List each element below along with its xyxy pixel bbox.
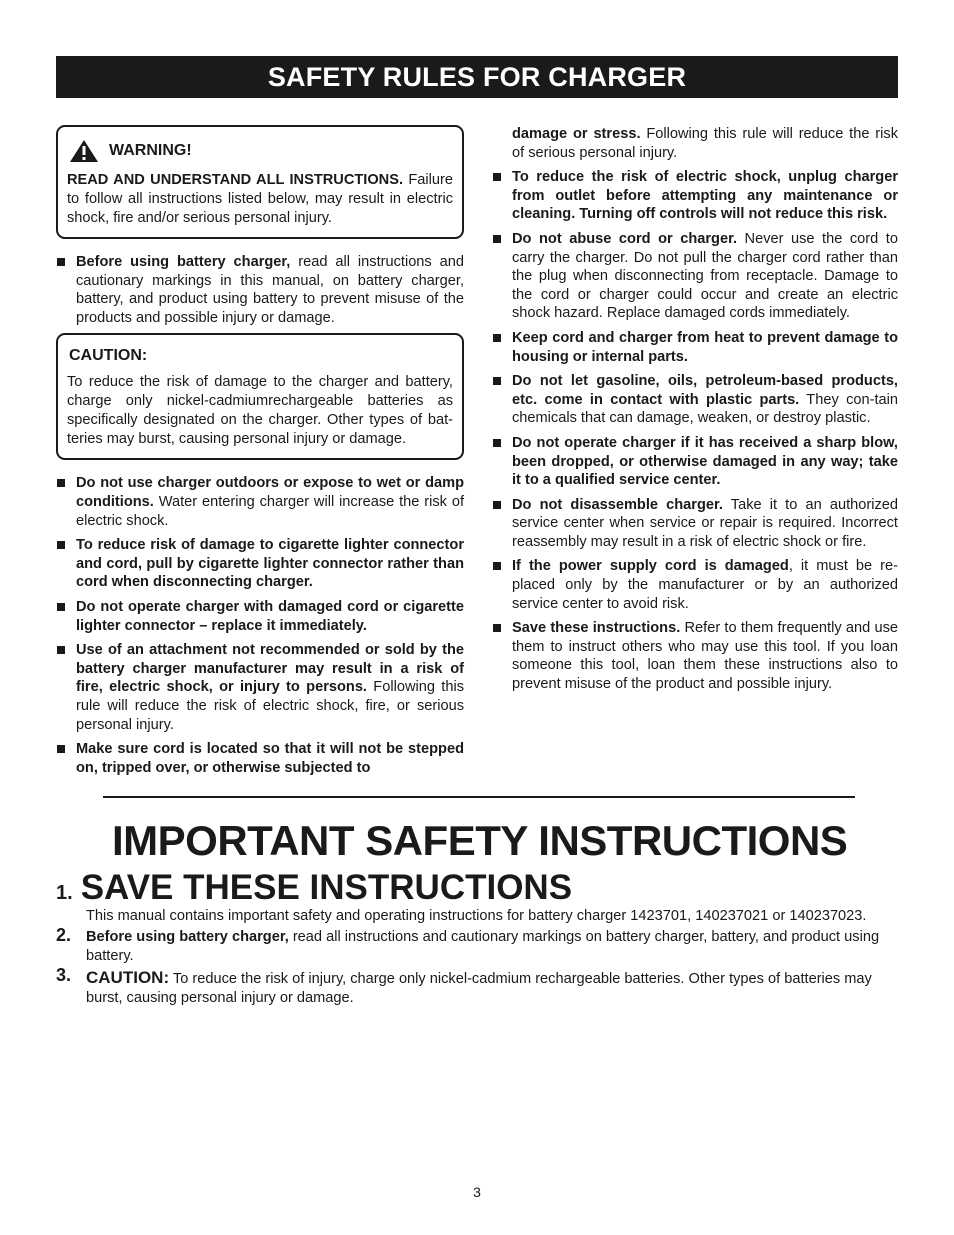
important-title: IMPORTANT SAFETY INSTRUCTIONS [112,817,848,864]
rule-bold: To reduce risk of damage to cigarette lighter connector and cord, pull by cigarette lighter connector rather than cord when disconnecting charger. [76,537,464,591]
square-bullet-icon [493,377,501,385]
save-title: SAVE THESE INSTRUCTIONS [80,868,573,907]
page-number: 3 [473,1184,481,1200]
warning-header [69,139,453,163]
list-item [492,230,898,323]
list-item [492,168,898,224]
rule-text: Never use the cord to carry the charger. Do not pull the charger cord rather than the plug when disconnecting from receptacle. Damage to the cord or charger could occur and create an electric shock hazard. Replace damaged cords immediately. [512,230,898,322]
square-bullet-icon [57,541,65,549]
caution-box [56,333,464,460]
list-item [56,253,464,327]
list-item [492,372,898,428]
caution-title: CAUTION: [69,347,148,365]
square-bullet-icon [493,624,501,632]
square-bullet-icon [493,439,501,447]
item-2-text: read all instructions and cautionary markings on battery charger, battery, and product using battery. [86,929,880,964]
list-item [56,474,464,530]
rule-bold: To reduce the risk of electric shock, unplug charger from outlet before attempting any maintenance or cleaning. Turning off controls will not reduce this risk. [512,169,898,223]
rule-bold: Do not use charger outdoors or expose to wet or damp conditions. [76,475,464,510]
left-rules-list-a [56,253,464,327]
rule-bold: damage or stress. [512,126,641,142]
list-item [56,598,464,635]
banner-title: SAFETY RULES FOR CHARGER [267,61,687,92]
rule-text: Following this rule will reduce the risk of electric shock, fire, or serious personal injury. [76,679,464,733]
warning-title: WARNING! [109,142,192,159]
rule-text: Take it to an authorized service center when service or repair is required. Incorrect reassembly may result in a risk of electric shock or fire. [512,496,898,550]
rule-bold: Keep cord and charger from heat to prevent damage to housing or internal parts. [512,329,898,365]
warning-box [56,125,464,239]
item-3-number: 3. [56,965,72,985]
rule-bold: Make sure cord is located so that it will not be stepped on, tripped over, or otherwise subjected to [76,741,464,776]
left-column [56,125,464,783]
list-item [492,557,898,613]
item-3-bold: CAUTION: [86,968,170,987]
section-banner [56,56,898,98]
save-number: 1. [56,882,73,904]
item-3 [56,965,898,1008]
rule-bold: Do not let gasoline, oils, petroleum-based products, etc. come in contact with plastic parts. [512,373,898,408]
item-2 [56,925,898,966]
list-item [492,496,898,552]
warning-body: Failure to follow all instructions listed below, may result in electric shock, fire and/or serious personal injury. [67,172,453,226]
rule-text: , it must be re-placed only by the manufacturer or by an authorized service center to avoid risk. [512,558,898,612]
item-2-number: 2. [56,925,72,945]
square-bullet-icon [57,745,65,753]
square-bullet-icon [493,235,501,243]
square-bullet-icon [493,173,501,181]
rule-bold: Before using battery charger, [76,254,291,270]
numbered-items [56,907,898,1010]
item-3-text: To reduce the risk of injury, charge only nickel-cadmium rechargeable batteries. Other types of batteries may burst, causing personal injury or damage. [86,971,872,1006]
section-divider [103,796,855,798]
list-item [56,740,464,777]
rule-bold: Do not disassemble charger. [512,496,723,513]
square-bullet-icon [57,479,65,487]
left-rules-list-b [56,474,464,777]
right-column [492,125,898,700]
square-bullet-icon [493,562,501,570]
list-item [56,641,464,734]
square-bullet-icon [57,646,65,654]
item-1-text [56,907,898,926]
square-bullet-icon [493,334,501,342]
rule-bold: Save these instructions. [512,620,681,637]
right-rules-list [492,125,898,694]
list-item [492,125,898,162]
list-item [56,536,464,592]
rule-text: Refer to them frequently and use them to instruct others who may use this tool. If you loan someone this tool, loan them these instructions also to prevent misuse of the product and possible injury. [512,620,898,693]
rule-bold: Use of an attachment not recommended or sold by the battery charger manufacturer may result in a risk of fire, electric shock, or injury to persons. [76,642,464,696]
square-bullet-icon [57,258,65,266]
list-item [492,434,898,490]
square-bullet-icon [493,501,501,509]
rule-text: read all instructions and cautionary markings in this manual, on battery charger, battery, and product using battery to prevent misuse of the products and possible injury or damage. [76,254,464,326]
save-text: This manual contains important safety and operating instructions for battery charger 1423701, 140237021 or 140237023. [86,908,867,924]
list-item [492,329,898,366]
warning-lead: READ AND UNDERSTAND ALL INSTRUCTIONS. [67,172,404,188]
rule-text: Following this rule will reduce the risk of serious personal injury. [512,126,898,161]
caution-text: To reduce the risk of damage to the charger and battery, charge only nickel-cadmiumrechargeable batteries as specifically designated on the charger. Other types of bat-teries may burst, causing personal injury or damage. [67,374,453,448]
list-item [492,619,898,693]
rule-bold: Do not operate charger if it has received a sharp blow, been dropped, or otherwise damaged in any way; take it to a qualified service center. [512,434,898,489]
rule-bold: Do not abuse cord or charger. [512,230,737,247]
rule-text: They con-tain chemicals that can damage, weaken, or destroy plastic. [512,391,898,427]
item-2-bold: Before using battery charger, [86,929,289,945]
warning-triangle-icon [69,139,99,163]
rule-text: Water entering charger will increase the risk of electric shock. [76,493,464,529]
square-bullet-icon [57,603,65,611]
rule-bold: Do not operate charger with damaged cord or cigarette lighter connector – replace it immediately. [76,598,464,634]
rule-bold: If the power supply cord is damaged [512,558,789,575]
warning-text [67,171,453,228]
